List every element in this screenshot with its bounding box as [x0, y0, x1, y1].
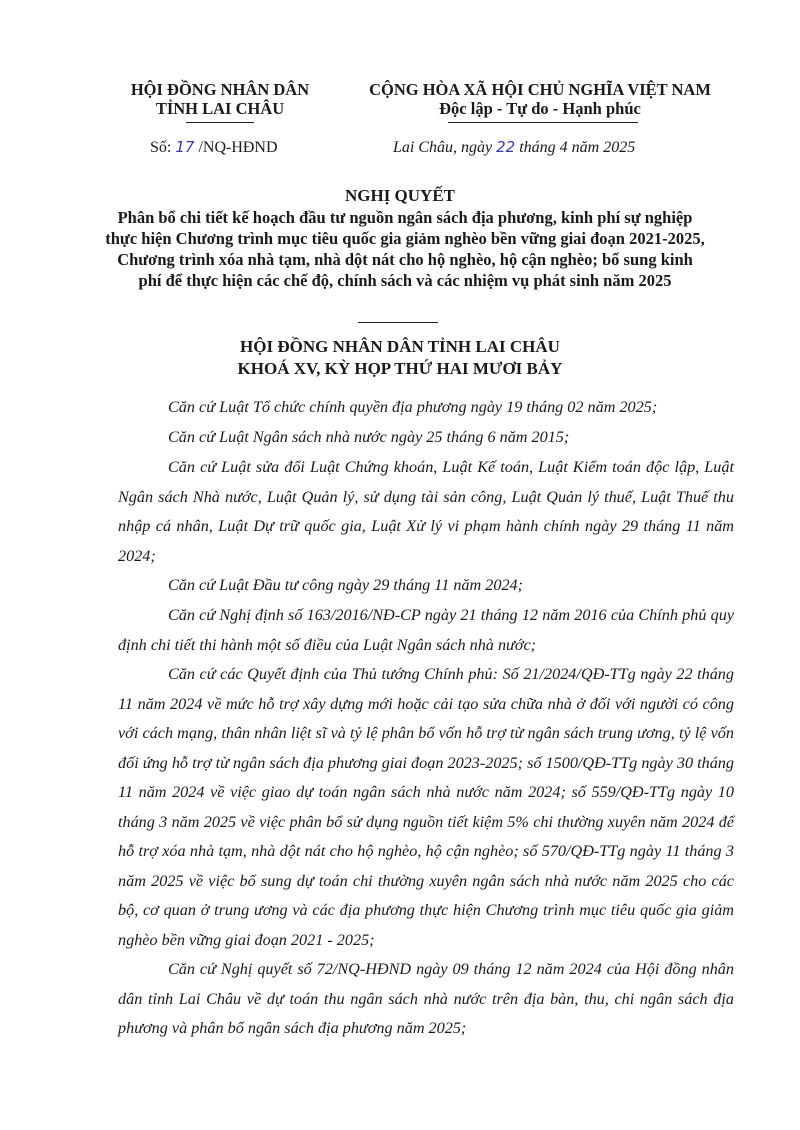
- national-motto: [345, 80, 735, 118]
- motto-line: Độc lập - Tự do - Hạnh phúc: [439, 99, 641, 118]
- legal-basis-paragraph: Căn cứ Nghị quyết số 72/NQ-HĐND ngày 09 tháng 12 năm 2024 của Hội đồng nhân dân tỉnh Lai Châu về dự toán thu ngân sách nhà nước trên địa bàn, thu, chi ngân sách địa phương và phân bổ ngân sách địa phương năm 2025;: [118, 960, 734, 1037]
- legal-basis-paragraph: Căn cứ Nghị định số 163/2016/NĐ-CP ngày 21 tháng 12 năm 2016 của Chính phủ quy định chi tiết thi hành một số điều của Luật Ngân sách nhà nước;: [118, 606, 734, 654]
- handwritten-day: 22: [496, 138, 516, 156]
- number-prefix: Số:: [150, 139, 172, 156]
- issuing-agency: [125, 80, 315, 118]
- legal-basis-paragraph: Căn cứ Luật sửa đổi Luật Chứng khoán, Luật Kế toán, Luật Kiểm toán độc lập, Luật Ngân sách Nhà nước, Luật Quản lý, sử dụng tài sản công, Luật Quản lý thuế, Luật Thuế thu nhập cá nhân, Luật Dự trữ quốc gia, Luật Xử lý vi phạm hành chính ngày 29 tháng 11 năm 2024;: [118, 458, 734, 565]
- agency-name-line2: TỈNH LAI CHÂU: [155, 99, 285, 118]
- handwritten-number: 17: [175, 138, 195, 156]
- date-suffix: tháng 4 năm 2025: [519, 139, 636, 156]
- date-prefix: Lai Châu, ngày: [393, 139, 493, 156]
- legal-basis-paragraph: Căn cứ các Quyết định của Thủ tướng Chính phủ: Số 21/2024/QĐ-TTg ngày 22 tháng 11 năm 2024 về mức hỗ trợ xây dựng mới hoặc cải tạo sửa chữa nhà ở đối với người có công với cách mạng, thân nhân liệt sĩ và tỷ lệ phân bổ vốn hỗ trợ từ ngân sách trung ương, tỷ lệ vốn đối ứng hỗ trợ từ ngân sách địa phương giai đoạn 2023-2025; số 1500/QĐ-TTg ngày 30 tháng 11 năm 2024 về việc giao dự toán ngân sách nhà nước năm 2024; số 559/QĐ-TTg ngày 10 tháng 3 năm 2025 về việc phân bổ sử dụng nguồn tiết kiệm 5% chi thường xuyên năm 2024 để hỗ trợ xóa nhà tạm, nhà dột nát cho hộ nghèo, hộ cận nghèo; số 570/QĐ-TTg ngày 11 tháng 3 năm 2025 về việc bổ sung dự toán chi thường xuyên ngân sách nhà nước năm 2025 cho các bộ, cơ quan ở trung ương và các địa phương thực hiện Chương trình mục tiêu quốc gia giảm nghèo bền vững giai đoạn 2021 - 2025;: [118, 665, 734, 949]
- country-name: CỘNG HÒA XÃ HỘI CHỦ NGHĨA VIỆT NAM: [369, 80, 711, 99]
- issue-date: [393, 138, 635, 157]
- legal-basis-paragraph: Căn cứ Luật Đầu tư công ngày 29 tháng 11 năm 2024;: [168, 576, 524, 594]
- number-suffix: /NQ-HĐND: [198, 139, 278, 156]
- council-name: HỘI ĐỒNG NHÂN DÂN TỈNH LAI CHÂU: [240, 337, 560, 356]
- document-subject: Phân bổ chi tiết kế hoạch đầu tư nguồn ngân sách địa phương, kinh phí sự nghiệp thực hiện Chương trình mục tiêu quốc gia giảm nghèo bền vững giai đoạn 2021-2025, Chương trình xóa nhà tạm, nhà dột nát cho hộ nghèo, hộ cận nghèo; bổ sung kinh phí để thực hiện các chế độ, chính sách và các nhiệm vụ phát sinh năm 2025: [105, 208, 705, 290]
- subject-underline: [358, 322, 438, 323]
- council-heading: [0, 336, 800, 380]
- agency-name-line1: HỘI ĐỒNG NHÂN DÂN: [130, 80, 310, 99]
- legal-basis-paragraph: Căn cứ Luật Ngân sách nhà nước ngày 25 tháng 6 năm 2015;: [168, 428, 570, 446]
- document-number: [150, 138, 278, 157]
- legal-basis-paragraph: Căn cứ Luật Tổ chức chính quyền địa phương ngày 19 tháng 02 năm 2025;: [168, 398, 658, 416]
- motto-underline: [448, 122, 638, 123]
- agency-underline: [186, 122, 254, 123]
- document-type-title: NGHỊ QUYẾT: [344, 186, 456, 205]
- council-session: KHOÁ XV, KỲ HỌP THỨ HAI MƯƠI BẢY: [237, 359, 563, 378]
